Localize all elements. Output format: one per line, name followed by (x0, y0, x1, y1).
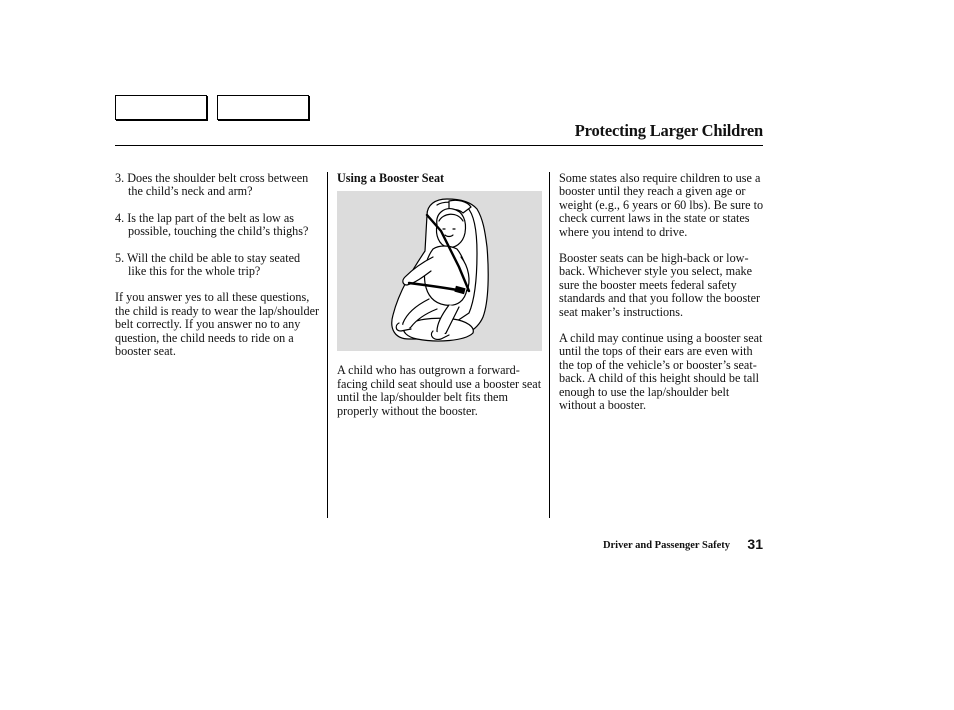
child-in-booster-seat-illustration-icon (337, 191, 542, 351)
title-divider (115, 145, 763, 146)
booster-height-paragraph: A child may continue using a booster seat until the tops of their ears are even with the top of the vehicle’s or booster’s seat-back. A child of this height should be tall enough to use the lap/shoulder belt without a booster. (559, 331, 763, 413)
booster-seat-intro-paragraph: A child who has outgrown a forward-facing child seat should use a booster seat until the lap/shoulder belt fits them properly without the booster. (337, 363, 542, 418)
page-title: Protecting Larger Children (574, 121, 763, 140)
column-1 (115, 172, 320, 371)
column-2 (337, 172, 542, 431)
page-number: 31 (747, 536, 763, 552)
nav-button-main-menu[interactable] (115, 95, 207, 120)
section-heading-booster-seat: Using a Booster Seat (337, 171, 445, 185)
booster-styles-paragraph: Booster seats can be high-back or low-back. Whichever style you select, make sure the booster meets federal safety standards and that you follow the booster seat maker’s instructions. (559, 251, 761, 319)
nav-button-index[interactable] (217, 95, 309, 120)
checklist-conclusion: If you answer yes to all these questions, the child is ready to wear the lap/shoulder belt correctly. If you answer no to any question, the child needs to ride on a booster seat. (115, 290, 320, 359)
checklist-question-5: 5. Will the child be able to stay seated like this for the whole trip? (115, 250, 301, 279)
booster-seat-figure (337, 191, 542, 351)
checklist-question-3: 3. Does the shoulder belt cross between the child’s neck and arm? (115, 171, 309, 199)
column-3 (559, 172, 765, 426)
footer-section-label: Driver and Passenger Safety (602, 540, 730, 551)
column-divider-1 (327, 172, 328, 518)
checklist-question-4: 4. Is the lap part of the belt as low as possible, touching the child’s thighs? (115, 210, 309, 239)
column-divider-2 (549, 172, 550, 518)
state-laws-paragraph: Some states also require children to use a booster until they reach a given age or weight (e.g., 6 years or 60 lbs). Be sure to check current laws in the state or states where you intend to drive. (559, 171, 764, 239)
